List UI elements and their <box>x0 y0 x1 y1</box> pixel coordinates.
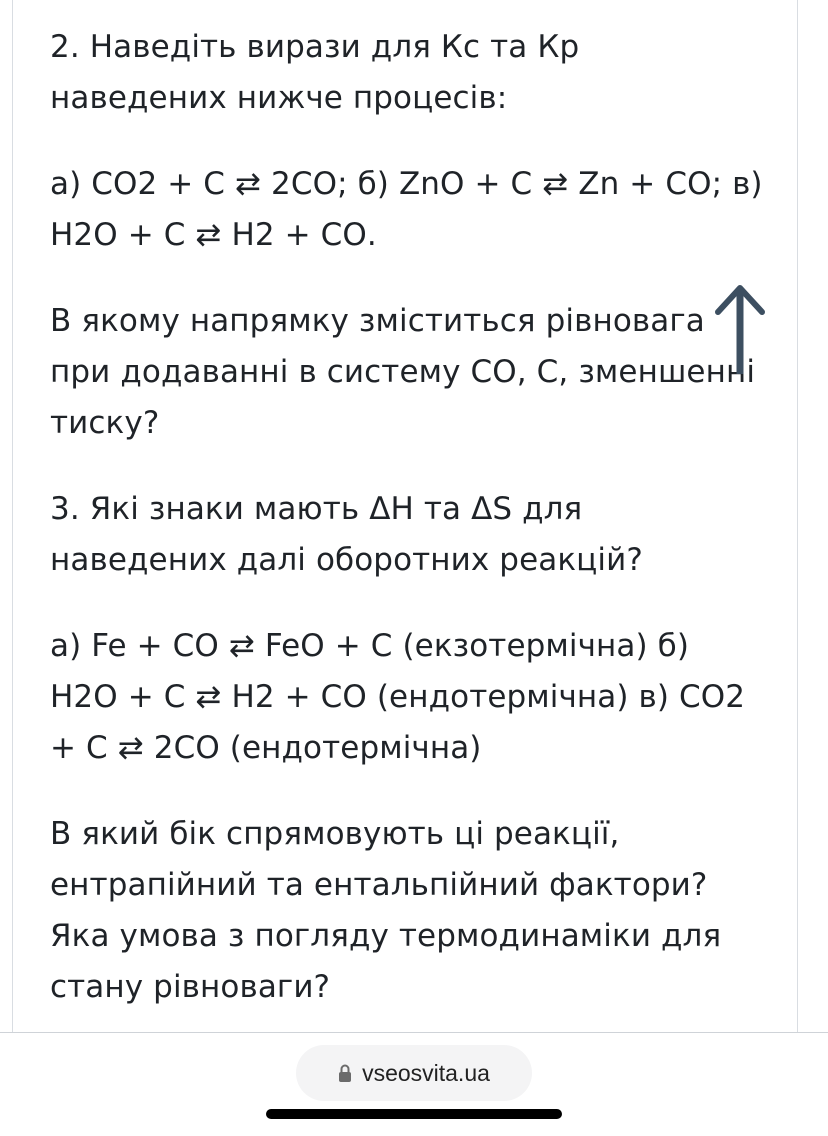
question-2-reactions: а) СО2 + С ⇄ 2СО; б) ZnO + С ⇄ Zn + СО; в) Н2О + С ⇄ Н2 + СО. <box>50 166 763 253</box>
lock-icon <box>338 1063 352 1083</box>
url-text: vseosvita.ua <box>362 1059 490 1086</box>
address-bar[interactable] <box>296 1045 532 1101</box>
question-2-equilibrium: В якому напрямку зміститься рівновага при додаванні в систему СО, С, зменшенні тиску? <box>50 303 756 441</box>
scroll-to-top-button[interactable] <box>714 280 766 380</box>
arrow-up-icon <box>714 280 766 380</box>
question-3-reactions: а) Fe + СО ⇄ FeO + С (екзотермічна) б) Н2О + С ⇄ Н2 + СО (ендотермічна) в) СО2 + С ⇄ 2СО (ендотермічна) <box>50 628 746 766</box>
question-3-factors: В який бік спрямовують ці реакції, ентрапійний та ентальпійний фактори? Яка умова з погляду термодинаміки для стану рівноваги? <box>50 816 722 1005</box>
article-content <box>50 22 765 1048</box>
browser-bottom-bar <box>0 1032 828 1136</box>
question-2-heading: 2. Наведіть вирази для Кс та Кр наведених нижче процесів: <box>50 29 580 116</box>
home-indicator[interactable] <box>266 1109 562 1119</box>
question-3-heading: 3. Які знаки мають ΔН та ΔS для наведених далі оборотних реакцій? <box>50 491 643 578</box>
